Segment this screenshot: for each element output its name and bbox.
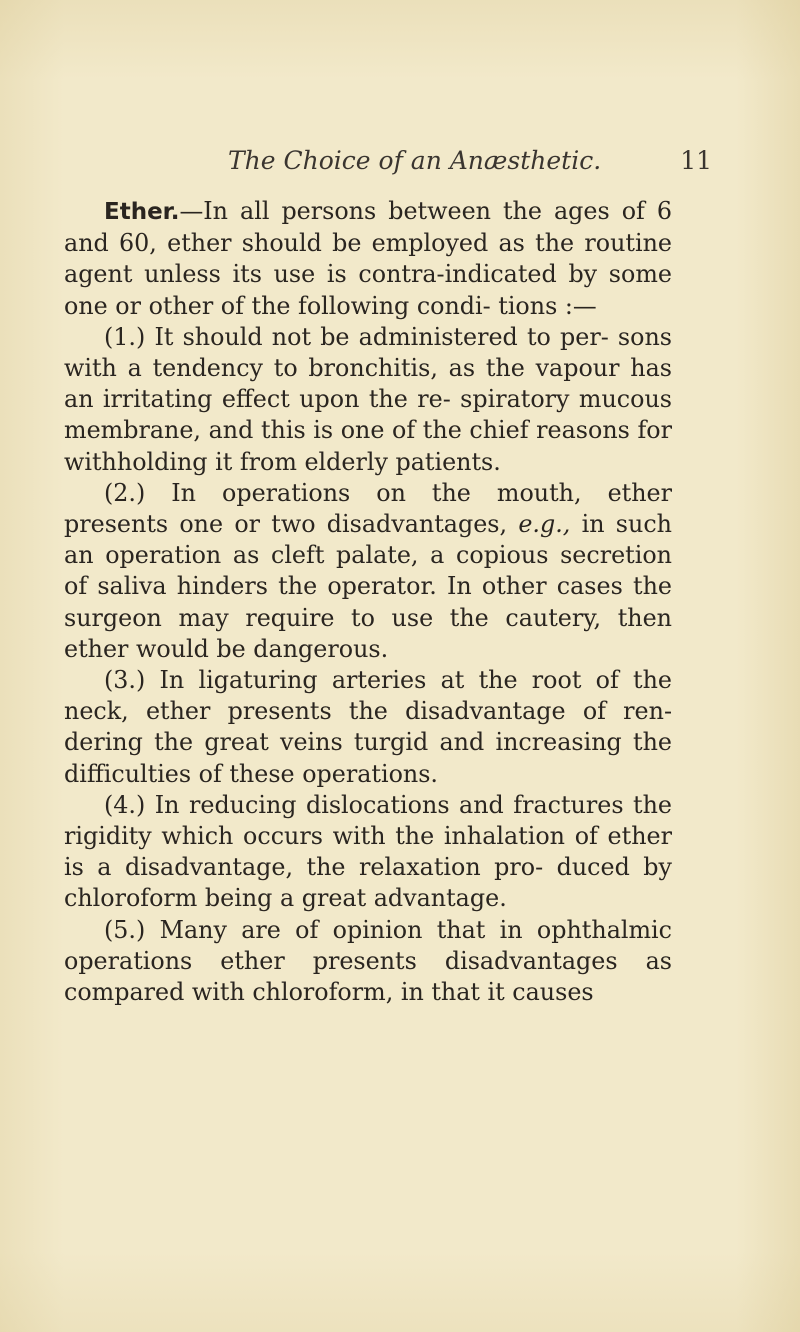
paragraph-condition-1: (1.) It should not be administered to per- sons with a tendency to bronchitis, as the vapour has an irritating effect upon the re- spiratory mucous membrane, and this is one of the chief reasons for withholding it from elderly patients. (64, 322, 672, 476)
paragraph-condition-4: (4.) In reducing dislocations and fractures the rigidity which occurs with the inhalation of ether is a disadvantage, the relaxation pro- duced by chloroform being a great advantage. (64, 790, 672, 913)
running-head (228, 146, 800, 175)
paragraph-condition-3: (3.) In ligaturing arteries at the root of the neck, ether presents the disadvantage of ren- dering the great veins turgid and increasing the difficulties of these operations. (64, 666, 672, 788)
italic-abbreviation: e.g., (518, 510, 571, 539)
paragraph-text: in such an operation as cleft palate, a copious secretion of saliva hinders the operator. In other cases the surgeon may require to use the cautery, then ether would be dangerous. (64, 510, 672, 663)
paragraph-text: (2.) In operations on the mouth, ether presents one or two disadvantages, (64, 478, 672, 539)
page-number: 11 (680, 146, 712, 175)
paragraph-condition-2 (64, 478, 672, 665)
section-heading-ether: Ether. (104, 199, 180, 225)
body-text (64, 196, 672, 1008)
paragraph-text: —In all persons between the ages of 6 and 60, ether should be employed as the routine agent unless its use is contra-indicated by some one or other of the following condi- tions :— (64, 197, 672, 320)
running-head-title: The Choice of an Anæsthetic. (228, 146, 602, 175)
paragraph-ether-intro (64, 196, 672, 322)
paragraph-condition-5: (5.) Many are of opinion that in ophthalmic operations ether presents disadvantages as compared with chloroform, in that it causes (64, 915, 672, 1007)
